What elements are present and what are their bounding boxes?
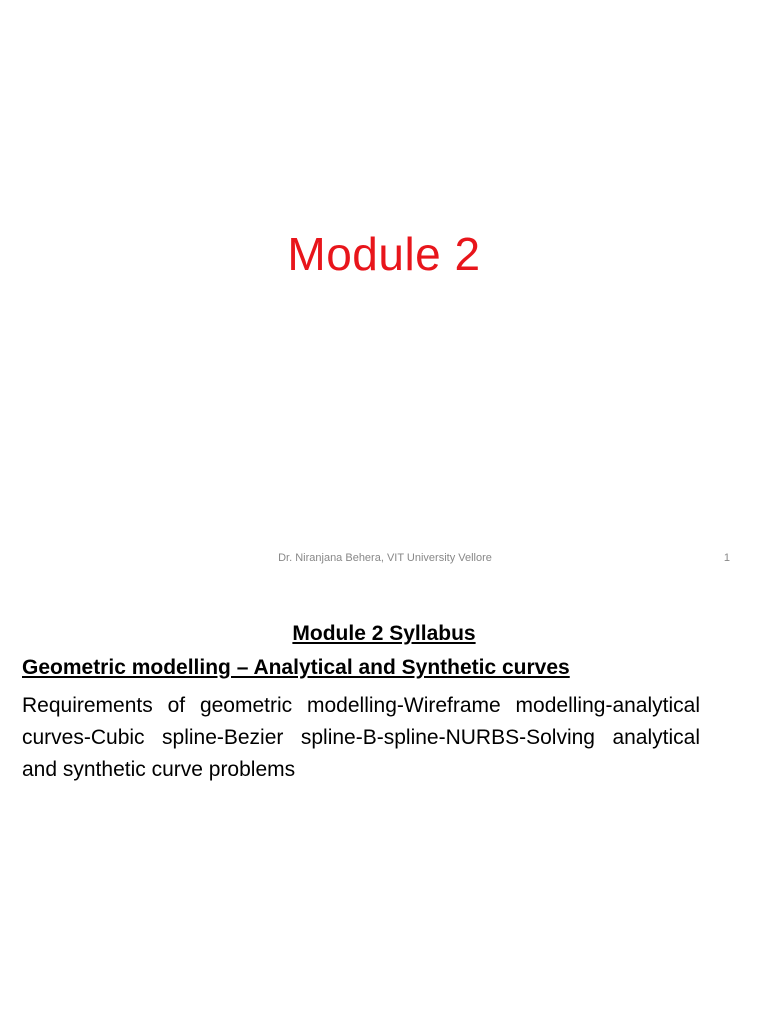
slide-footer: Dr. Niranjana Behera, VIT University Vellore: [278, 552, 492, 564]
syllabus-heading: Module 2 Syllabus: [292, 622, 476, 645]
slide-2: [0, 580, 768, 1024]
page-number: 1: [723, 552, 730, 564]
topic-heading: Geometric modelling – Analytical and Synthetic curves: [22, 656, 570, 679]
syllabus-body: Requirements of geometric modelling-Wireframe modelling-analytical curves-Cubic spline-Bezier spline-B-spline-NURBS-Solving analytical and synthetic curve problems: [22, 694, 700, 781]
slide-title: Module 2: [287, 228, 481, 280]
